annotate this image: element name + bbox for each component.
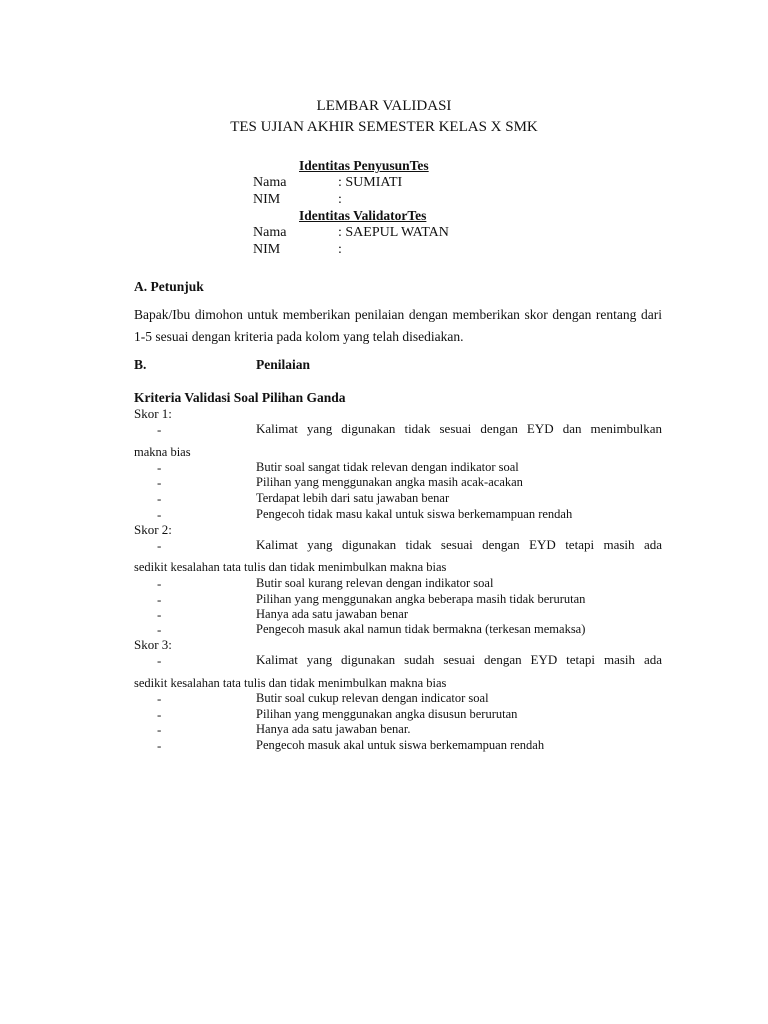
document-title: LEMBAR VALIDASI xyxy=(316,98,452,114)
bullet-dash: - xyxy=(157,722,162,737)
bullet-dash: - xyxy=(157,422,162,437)
skor-1-item-5: Pengecoh tidak masu kakal untuk siswa berkemampuan rendah xyxy=(256,507,573,521)
validator-nim-value: : xyxy=(338,242,342,257)
skor-2-item-5: Pengecoh masuk akal namun tidak bermakna (terkesan memaksa) xyxy=(256,622,586,636)
validator-nama-value: : SAEPUL WATAN xyxy=(338,225,449,240)
bullet-dash: - xyxy=(157,691,162,706)
bullet-dash: - xyxy=(157,592,162,607)
bullet-dash: - xyxy=(157,607,162,622)
skor-2-item-2: Butir soal kurang relevan dengan indikator soal xyxy=(256,576,494,590)
bullet-dash: - xyxy=(157,653,162,668)
bullet-dash: - xyxy=(157,475,162,490)
bullet-dash: - xyxy=(157,507,162,522)
bullet-dash: - xyxy=(157,460,162,475)
skor-2-label: Skor 2: xyxy=(134,522,172,537)
skor-2-item-1-continued: sedikit kesalahan tata tulis dan tidak menimbulkan makna bias xyxy=(134,560,447,574)
skor-3-item-3: Pilihan yang menggunakan angka disusun berurutan xyxy=(256,707,518,721)
penyusun-nama-value: : SUMIATI xyxy=(338,175,403,190)
bullet-dash: - xyxy=(157,622,162,637)
skor-3-item-4: Hanya ada satu jawaban benar. xyxy=(256,722,411,736)
skor-3-item-1: Kalimat yang digunakan sudah sesuai dengan EYD tetapi masih ada xyxy=(256,652,662,667)
bullet-dash: - xyxy=(157,707,162,722)
validator-nim-label: NIM xyxy=(253,242,281,257)
section-b-heading: Penilaian xyxy=(256,357,311,372)
penyusun-nim-value: : xyxy=(338,192,342,207)
bullet-dash: - xyxy=(157,491,162,506)
skor-1-label: Skor 1: xyxy=(134,406,172,421)
skor-3-label: Skor 3: xyxy=(134,637,172,652)
bullet-dash: - xyxy=(157,576,162,591)
bullet-dash: - xyxy=(157,738,162,753)
section-a-heading: A. Petunjuk xyxy=(134,279,204,294)
skor-3-item-1-continued: sedikit kesalahan tata tulis dan tidak menimbulkan makna bias xyxy=(134,676,447,690)
skor-1-item-1-continued: makna bias xyxy=(134,445,191,459)
skor-1-item-4: Terdapat lebih dari satu jawaban benar xyxy=(256,491,450,505)
penyusun-nim-label: NIM xyxy=(253,192,281,207)
validator-heading: Identitas ValidatorTes xyxy=(299,208,427,223)
criteria-heading: Kriteria Validasi Soal Pilihan Ganda xyxy=(134,390,346,405)
skor-2-item-3: Pilihan yang menggunakan angka beberapa masih tidak berurutan xyxy=(256,592,586,606)
skor-1-item-3: Pilihan yang menggunakan angka masih acak-acakan xyxy=(256,475,523,489)
skor-2-item-4: Hanya ada satu jawaban benar xyxy=(256,607,409,621)
penyusun-nama-label: Nama xyxy=(253,175,287,190)
skor-1-item-1: Kalimat yang digunakan tidak sesuai dengan EYD dan menimbulkan xyxy=(256,421,662,436)
section-b-letter: B. xyxy=(134,357,147,372)
section-a-paragraph: Bapak/Ibu dimohon untuk memberikan penilaian dengan memberikan skor dengan rentang dari 1-5 sesuai dengan kriteria pada kolom yang telah disediakan. xyxy=(134,307,662,344)
skor-3-item-5: Pengecoh masuk akal untuk siswa berkemampuan rendah xyxy=(256,738,545,752)
skor-2-item-1: Kalimat yang digunakan tidak sesuai dengan EYD tetapi masih ada xyxy=(256,537,662,552)
penyusun-heading: Identitas PenyusunTes xyxy=(299,158,429,173)
skor-3-item-2: Butir soal cukup relevan dengan indicator soal xyxy=(256,691,489,705)
validator-nama-label: Nama xyxy=(253,225,287,240)
skor-1-item-2: Butir soal sangat tidak relevan dengan indikator soal xyxy=(256,460,519,474)
document-subtitle: TES UJIAN AKHIR SEMESTER KELAS X SMK xyxy=(230,119,538,135)
bullet-dash: - xyxy=(157,538,162,553)
